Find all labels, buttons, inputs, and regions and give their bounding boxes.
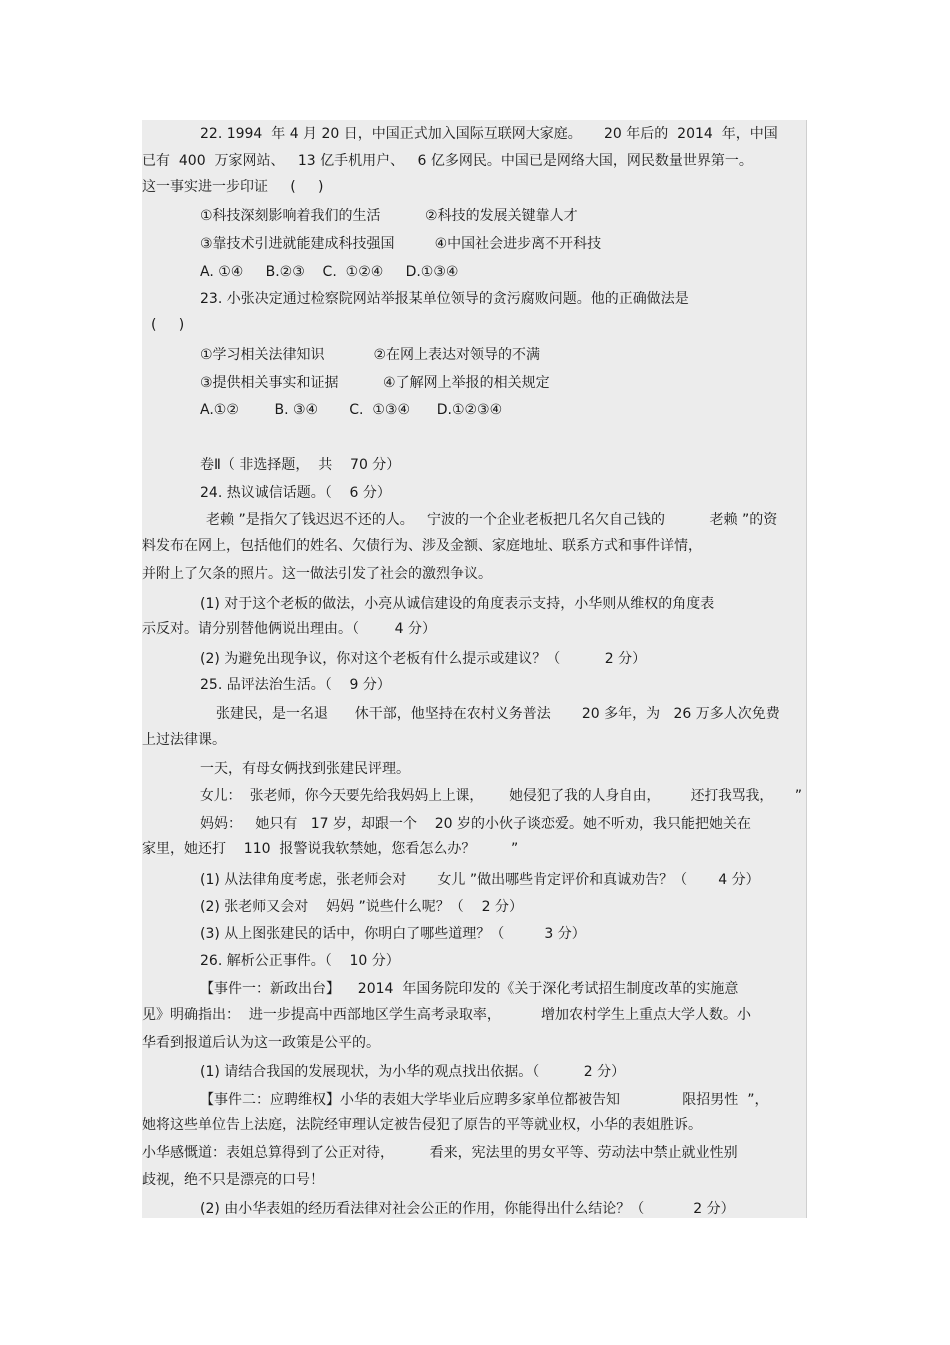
document-page bbox=[142, 120, 807, 1218]
q24-title: 24. 热议诚信话题。（ 6 分） bbox=[200, 485, 391, 501]
q26-part1: (1) 请结合我国的发展现状，为小华的观点找出依据。（ 2 分） bbox=[200, 1064, 626, 1080]
q26-event1-line-1: 【事件一：新政出台】 2014 年国务院印发的《关于深化考试招生制度改革的实施意 bbox=[200, 981, 739, 997]
q23-answer-choices: A.①② B. ③④ C. ①③④ D.①②③④ bbox=[200, 402, 503, 418]
q26-part2: (2) 由小华表姐的经历看法律对社会公正的作用，你能得出什么结论？（ 2 分） bbox=[200, 1201, 735, 1217]
q25-mother-line-1: 妈妈： 她只有 17 岁，却跟一个 20 岁的小伙子谈恋爱。她不听劝，我只能把她关在 bbox=[200, 816, 752, 832]
q22-stem-line-2: 已有 400 万家网站、 13 亿手机用户、 6 亿多网民。中国已是网络大国，网民数量世界第一。 bbox=[142, 153, 753, 169]
q22-stem-line-1: 22. 1994 年 4 月 20 日，中国正式加入国际互联网大家庭。 20 年后的 2014 年，中国 bbox=[200, 126, 778, 142]
q25-daughter-line: 女儿： 张老师，你今天要先给我妈妈上上课， 她侵犯了我的人身自由， 还打我骂我， ” bbox=[200, 788, 802, 804]
q25-part3: (3) 从上图张建民的话中，你明白了哪些道理？（ 3 分） bbox=[200, 926, 586, 942]
q25-material-line-2: 上过法律课。 bbox=[142, 732, 226, 748]
q25-material-line-1: 张建民，是一名退 休干部，他坚持在农村义务普法 20 多年，为 26 万多人次免费 bbox=[216, 706, 780, 722]
q22-stem-line-3: 这一事实进一步印证 ( ) bbox=[142, 179, 324, 195]
q25-mother-line-2: 家里，她还打 110 报警说我软禁她，您看怎么办？ ” bbox=[142, 841, 519, 857]
q22-answer-choices: A. ①④ B.②③ C. ①②④ D.①③④ bbox=[200, 264, 459, 280]
q26-title: 26. 解析公正事件。（ 10 分） bbox=[200, 953, 400, 969]
q23-stem-line-1: 23. 小张决定通过检察院网站举报某单位领导的贪污腐败问题。他的正确做法是 bbox=[200, 291, 689, 307]
section-2-heading: 卷Ⅱ（ 非选择题， 共 70 分） bbox=[200, 457, 401, 473]
q22-options-row-2: ③靠技术引进就能建成科技强国 ④中国社会进步离不开科技 bbox=[200, 236, 602, 252]
q24-material-line-2: 料发布在网上，包括他们的姓名、欠债行为、涉及金额、家庭地址、联系方式和事件详情， bbox=[142, 538, 702, 554]
q22-options-row-1: ①科技深刻影响着我们的生活 ②科技的发展关键靠人才 bbox=[200, 208, 578, 224]
q24-material-line-3: 并附上了欠条的照片。这一做法引发了社会的激烈争议。 bbox=[142, 566, 492, 582]
q25-part2: (2) 张老师又会对 妈妈 ”说些什么呢？（ 2 分） bbox=[200, 899, 523, 915]
q25-material-line-3: 一天，有母女俩找到张建民评理。 bbox=[200, 761, 410, 777]
q24-part1-line-1: (1) 对于这个老板的做法，小亮从诚信建设的角度表示支持，小华则从维权的角度表 bbox=[200, 596, 715, 612]
q23-options-row-2: ③提供相关事实和证据 ④了解网上举报的相关规定 bbox=[200, 375, 550, 391]
q24-part1-line-2: 示反对。请分别替他俩说出理由。（ 4 分） bbox=[142, 621, 436, 637]
q26-event1-line-3: 华看到报道后认为这一政策是公平的。 bbox=[142, 1035, 380, 1051]
q23-stem-line-2: ( ) bbox=[151, 317, 185, 333]
q26-event2-line-4: 歧视，绝不只是漂亮的口号！ bbox=[142, 1172, 324, 1188]
q25-part1: (1) 从法律角度考虑，张老师会对 女儿 ”做出哪些肯定评价和真诚劝告？（ 4 分） bbox=[200, 872, 760, 888]
q25-title: 25. 品评法治生活。（ 9 分） bbox=[200, 677, 391, 693]
q26-event2-line-1: 【事件二：应聘维权】小华的表姐大学毕业后应聘多家单位都被告知 限招男性 ”， bbox=[200, 1092, 769, 1108]
q26-event2-line-3: 小华感慨道：表姐总算得到了公正对待， 看来，宪法里的男女平等、劳动法中禁止就业性别 bbox=[142, 1145, 738, 1161]
q26-event1-line-2: 见》明确指出： 进一步提高中西部地区学生高考录取率， 增加农村学生上重点大学人数。小 bbox=[142, 1007, 751, 1023]
q24-material-line-1: 老赖 ”是指欠了钱迟迟不还的人。 宁波的一个企业老板把几名欠自己钱的 老赖 ”的资 bbox=[206, 512, 778, 528]
q23-options-row-1: ①学习相关法律知识 ②在网上表达对领导的不满 bbox=[200, 347, 541, 363]
q26-event2-line-2: 她将这些单位告上法庭，法院经审理认定被告侵犯了原告的平等就业权，小华的表姐胜诉。 bbox=[142, 1117, 702, 1133]
q24-part2: (2) 为避免出现争议，你对这个老板有什么提示或建议？（ 2 分） bbox=[200, 651, 647, 667]
